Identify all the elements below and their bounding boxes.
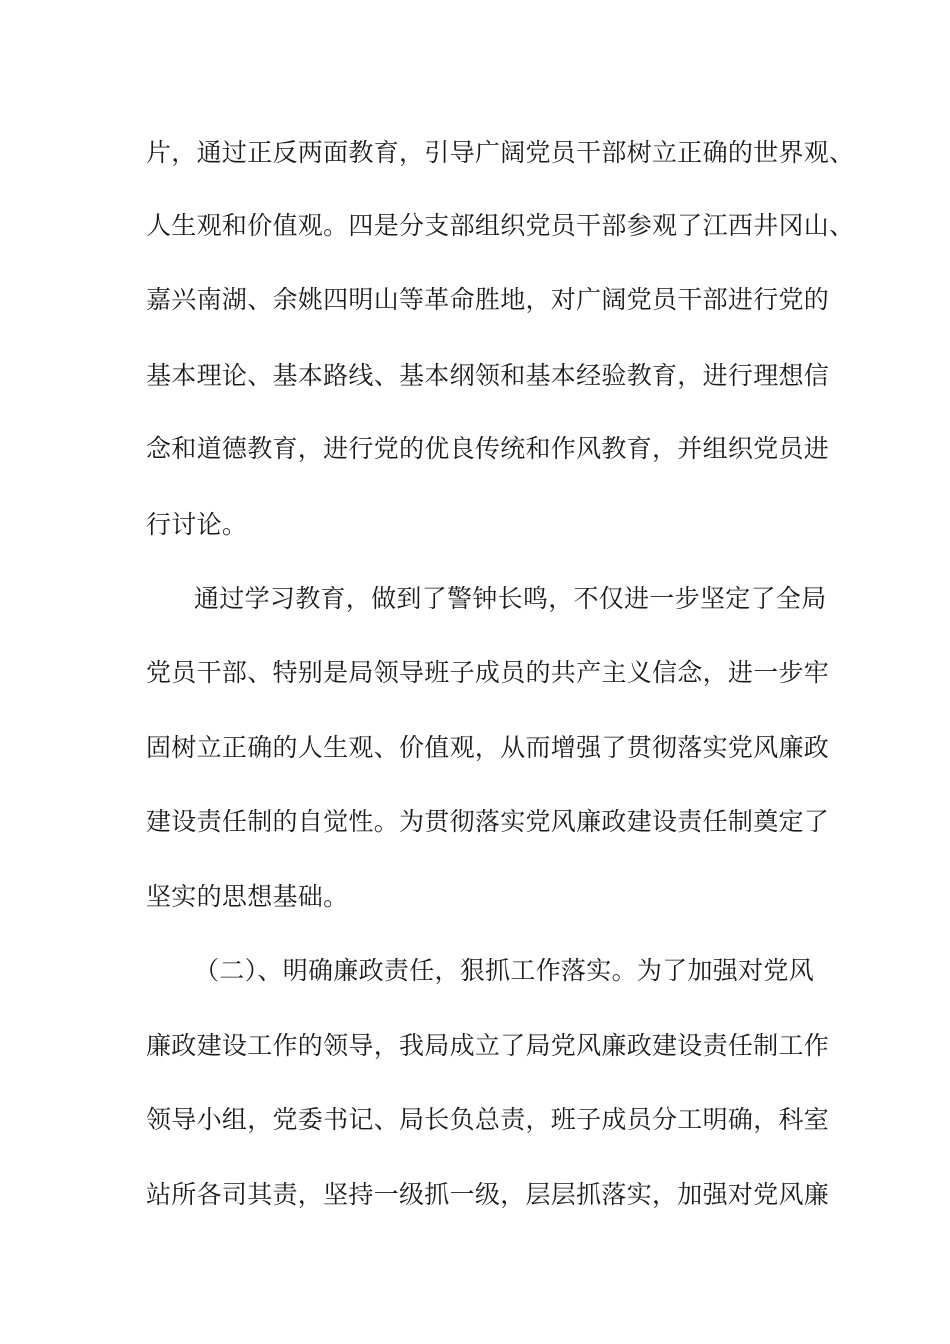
text-line: 行讨论。 — [146, 510, 248, 539]
text-line: 念和道德教育，进行党的优良传统和作风教育，并组织党员进 — [146, 434, 830, 463]
text-line: 片，通过正反两面教育，引导广阔党员干部树立正确的世界观、 — [146, 138, 855, 167]
text-line: 坚实的思想基础。 — [146, 882, 349, 911]
text-line: 党员干部、特别是局领导班子成员的共产主义信念，进一步牢 — [146, 658, 830, 687]
text-line: 基本理论、基本路线、基本纲领和基本经验教育，进行理想信 — [146, 361, 830, 390]
text-line: 固树立正确的人生观、价值观，从而增强了贯彻落实党风廉政 — [146, 733, 830, 762]
text-line: 人生观和价值观。四是分支部组织党员干部参观了江西井冈山、 — [146, 211, 855, 240]
text-line: 通过学习教育，做到了警钟长鸣，不仅进一步坚定了全局 — [194, 584, 827, 613]
text-line: 站所各司其责，坚持一级抓一级，层层抓落实，加强对党风廉 — [146, 1180, 830, 1209]
text-line: 领导小组，党委书记、局长负总责，班子成员分工明确，科室 — [146, 1105, 830, 1134]
text-line: 嘉兴南湖、余姚四明山等革命胜地，对广阔党员干部进行党的 — [146, 285, 830, 314]
text-line: （二）、明确廉政责任，狠抓工作落实。为了加强对党风 — [194, 956, 815, 985]
text-line: 廉政建设工作的领导，我局成立了局党风廉政建设责任制工作 — [146, 1031, 830, 1060]
text-line: 建设责任制的自觉性。为贯彻落实党风廉政建设责任制奠定了 — [146, 807, 830, 836]
